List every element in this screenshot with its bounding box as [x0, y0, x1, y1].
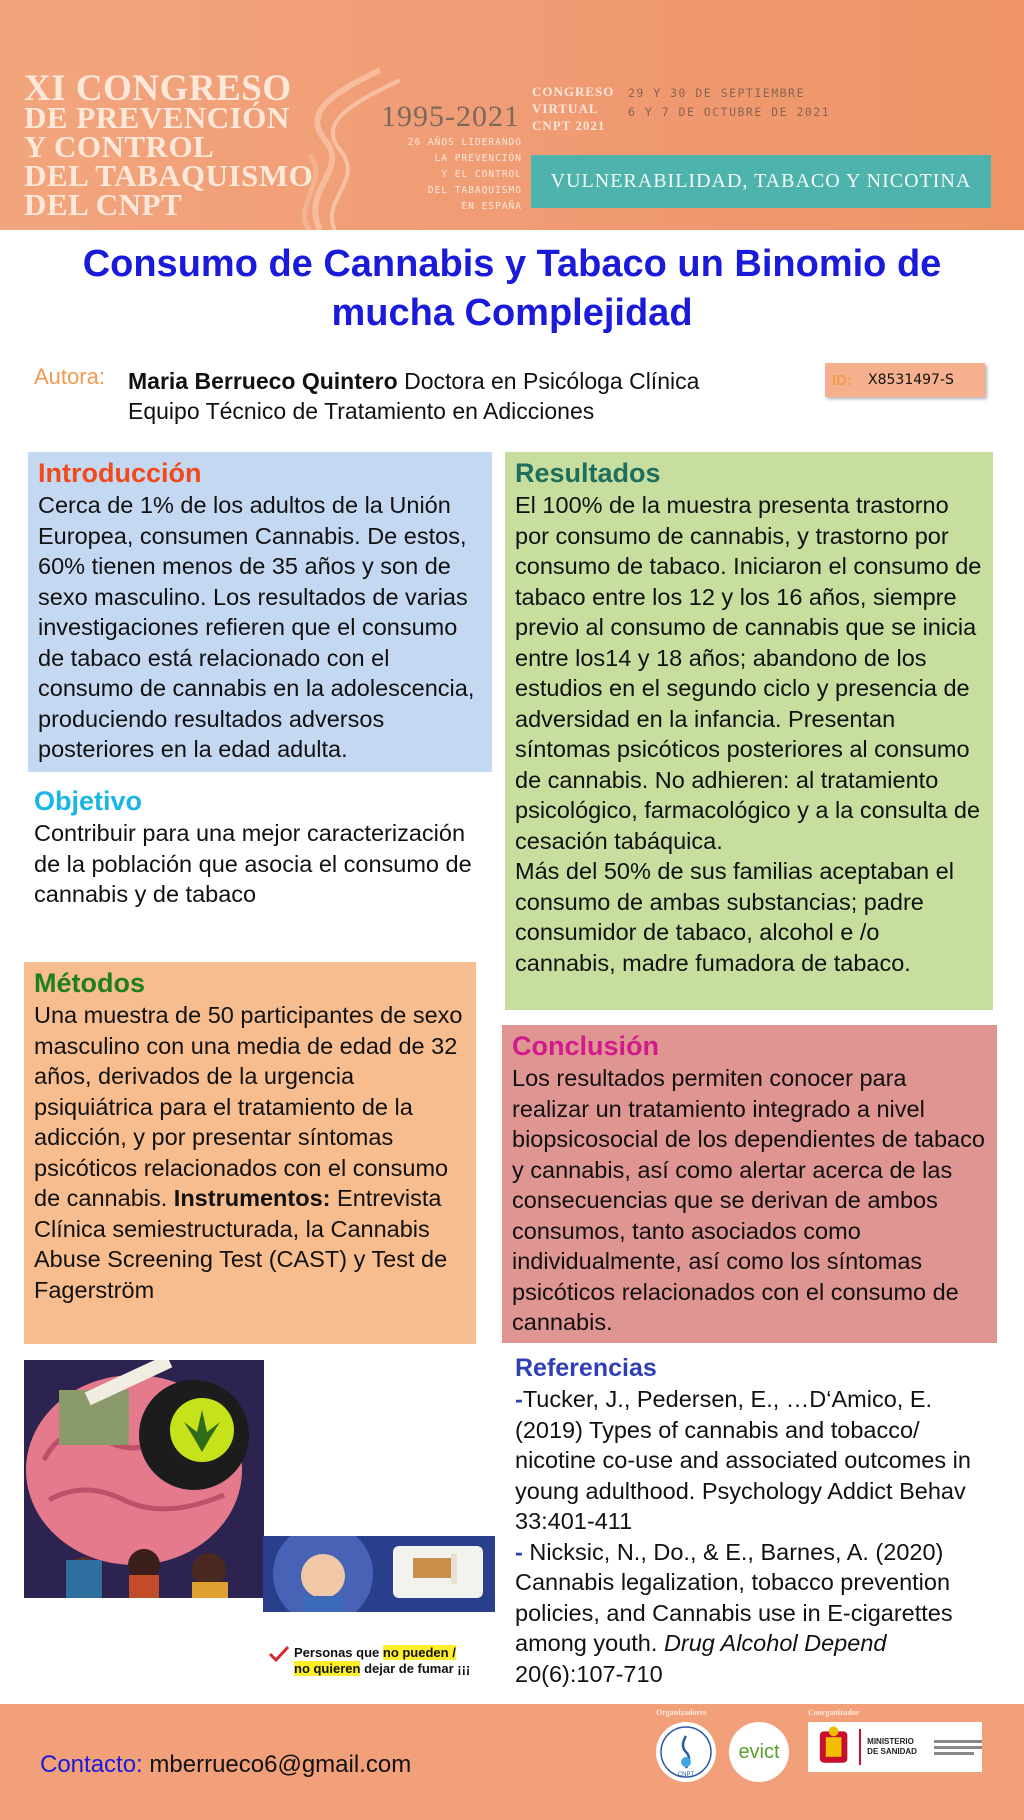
anniversary-line: 26 AÑOS LIDERANDO: [407, 137, 522, 148]
theme-banner: VULNERABILIDAD, TABACO Y NICOTINA: [531, 155, 991, 208]
congress-line: DEL CNPT: [24, 187, 183, 222]
ministerio-subtext: [934, 1740, 982, 1755]
reference-1: [515, 1384, 999, 1537]
author-label: Autora:: [34, 364, 105, 389]
instrumentos-label: Instrumentos:: [173, 1185, 331, 1211]
congress-line: DEL TABAQUISMO: [24, 158, 314, 193]
image-caption: [268, 1645, 508, 1677]
section-introduccion: [28, 452, 492, 772]
reference-2-text: Nicksic, N., Do., & E., Barnes, A. (2020) Cannabis legalization, tobacco prevention policies, and Cannabis use in E-cigarettes among youth.: [515, 1538, 953, 1656]
brain-cannabis-image: [24, 1360, 264, 1598]
cnpt-logo-text: CNPT: [677, 1772, 695, 1778]
section-objetivo: [28, 782, 492, 942]
coorganizer-label: Coorganizador: [808, 1708, 860, 1717]
caption-highlight-1: no pueden /: [382, 1645, 456, 1660]
poster-title: Consumo de Cannabis y Tabaco un Binomio de mucha Complejidad: [82, 243, 942, 334]
caption-post: dejar de fumar ¡¡¡: [360, 1661, 471, 1676]
objetivo-heading: Objetivo: [34, 786, 143, 816]
resultados-heading: Resultados: [515, 458, 661, 488]
objetivo-text: Contribuir para una mejor caracterización de la población que asocia el consumo de cannabis y de tabaco: [34, 820, 472, 907]
evict-logo: [729, 1722, 789, 1782]
smoker-illustration: [263, 1536, 495, 1612]
congress-dates: [628, 84, 830, 122]
ministerio-label: MINISTERIO DE SANIDAD: [867, 1737, 917, 1756]
anniversary-line: Y EL CONTROL: [441, 169, 522, 180]
reference-2-journal: Drug Alcohol Depend: [663, 1630, 887, 1656]
caption-pre: Personas que: [294, 1645, 383, 1660]
section-metodos: [24, 962, 476, 1344]
metodos-heading: Métodos: [34, 968, 145, 998]
congress-line: XI CONGRESO: [24, 68, 292, 109]
resultados-text-2: Más del 50% de sus familias aceptaban el consumo de ambas substancias; padre consumidor de tabaco, alcohol e /o cannabis, madre fumadora de tabaco.: [515, 858, 954, 976]
id-label: ID:: [832, 371, 852, 389]
ministerio-logo: [808, 1722, 982, 1772]
instrumentos-text: Entrevista Clínica semiestructurada, la Cannabis Abuse Screening Test (CAST) y Test de Fagerström: [34, 1185, 448, 1303]
caption-highlight-2: no quieren: [294, 1661, 361, 1676]
section-referencias: [507, 1350, 1007, 1690]
coat-of-arms-icon: [814, 1725, 853, 1769]
congress-line: DE PREVENCIÓN: [24, 100, 290, 135]
id-value: X8531497-S: [868, 372, 954, 388]
header-banner: [0, 0, 1024, 230]
intro-heading: Introducción: [38, 458, 202, 488]
section-conclusion: [502, 1025, 997, 1343]
organizers-label: Organizadores: [656, 1708, 707, 1717]
reference-dash: -: [515, 1386, 523, 1412]
contact-line: [40, 1751, 411, 1779]
anniversary-line: EN ESPAÑA: [461, 201, 522, 212]
author-name: Maria Berrueco Quintero: [128, 368, 398, 394]
virtual-congress-label: [532, 83, 614, 134]
cnpt-logo-icon: [658, 1724, 714, 1780]
reference-1-text: Tucker, J., Pedersen, E., …D‘Amico, E. (2019) Types of cannabis and tobacco/ nicotine co-use and associated outcomes in young adulthood. Psychology Addict Behav 33:401-411: [515, 1386, 971, 1534]
conclusion-text: Los resultados permiten conocer para realizar un tratamiento integrado a nivel biopsicosocial de los dependientes de tabaco y cannabis, así como alertar acerca de las consecuencias que se derivan de ambos consumos, tanto asociados como individualmente, así como los síntomas psicóticos relacionados con el consumo de cannabis.: [512, 1065, 985, 1335]
section-resultados: [505, 452, 993, 1010]
anniversary-subtitle: [360, 135, 522, 215]
id-badge: [825, 363, 985, 397]
author-degree: Doctora en Psicóloga Clínica: [397, 368, 700, 394]
intro-text: Cerca de 1% de los adultos de la Unión Europea, consumen Cannabis. De estos, 60% tienen menos de 35 años y son de sexo masculino. Los resultados de varias investigaciones refieren que el consumo de tabaco está relacionado con el consumo de cannabis en la adolescencia, produciendo resultados adversos posteriores en la edad adulta.: [38, 492, 475, 762]
congress-line: Y CONTROL: [24, 129, 215, 164]
metodos-paragraph: [34, 1000, 466, 1305]
referencias-heading: Referencias: [515, 1354, 657, 1382]
reference-2-tail: 20(6):107-710: [515, 1660, 663, 1687]
conclusion-heading: Conclusión: [512, 1031, 659, 1061]
date-line: 29 Y 30 DE SEPTIEMBRE: [628, 86, 805, 100]
virtual-line: VIRTUAL: [532, 101, 599, 116]
cnpt-logo: [656, 1722, 716, 1782]
reference-dash: -: [515, 1538, 523, 1565]
anniversary-line: LA PREVENCIÓN: [434, 153, 522, 164]
brain-illustration: [24, 1360, 264, 1598]
smoker-image: [263, 1536, 495, 1612]
author-block: [128, 366, 699, 426]
virtual-line: CNPT 2021: [532, 118, 606, 133]
check-icon: [268, 1645, 290, 1663]
congress-title: [24, 68, 324, 222]
virtual-line: CONGRESO: [532, 84, 615, 99]
anniversary-line: DEL TABAQUISMO: [427, 185, 522, 196]
author-affiliation: Equipo Técnico de Tratamiento en Adicciones: [128, 398, 595, 424]
contact-email[interactable]: mberrueco6@gmail.com: [142, 1751, 412, 1778]
contact-label: Contacto:: [40, 1751, 143, 1778]
date-line: 6 Y 7 DE OCTUBRE DE 2021: [628, 105, 831, 119]
metodos-text: Una muestra de 50 participantes de sexo masculino con una media de edad de 32 años, derivados de la urgencia psiquiátrica para el tratamiento de la adicción, y por presentar síntomas psicóticos relacionados con el consumo de cannabis.: [34, 1002, 463, 1211]
resultados-text-1: El 100% de la muestra presenta trastorno por consumo de cannabis, y trastorno por consumo de tabaco. Iniciaron el consumo de tabaco entre los 12 y los 16 años, siempre previo al consumo de cannabis que se inicia entre los14 y 18 años; abandono de los estudios en el segundo ciclo y presencia de adversidad en la infancia. Presentan síntomas psicóticos posteriores al consumo de cannabis. No adhieren: al tratamiento psicológico, farmacológico y a la consulta de cesación tabáquica.: [515, 492, 982, 854]
anniversary-years: 1995-2021: [381, 100, 520, 133]
evict-logo-text: evict: [738, 1740, 780, 1763]
reference-2: [515, 1537, 999, 1690]
